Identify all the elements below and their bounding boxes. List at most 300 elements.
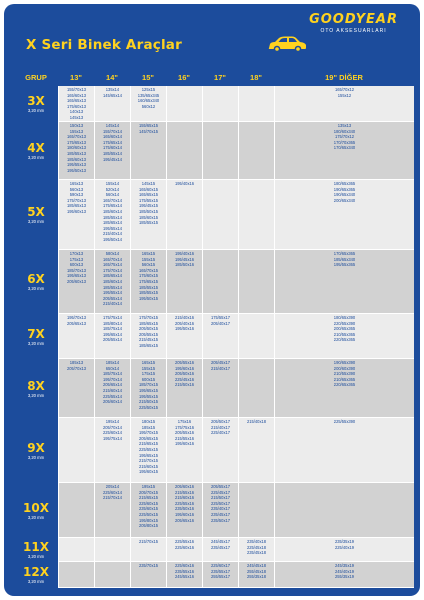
group-rim-size: 3,20 mm	[27, 454, 45, 460]
tire-size: 560x13	[69, 186, 84, 192]
tire-size: 195/65x13	[66, 273, 87, 279]
header-col-3: 16"	[178, 73, 190, 82]
tire-size: 180/60x340	[333, 128, 356, 134]
size-cell	[202, 314, 238, 359]
tire-size: 215/65x15	[138, 441, 159, 447]
tire-size: 175/70x15	[138, 315, 159, 320]
tire-size: 225/45x16	[174, 376, 195, 382]
tire-size: 205x14	[105, 484, 120, 489]
size-cell	[238, 359, 274, 418]
size-cell	[274, 250, 414, 314]
size-cell	[274, 418, 414, 483]
tire-size: 185/75x14	[102, 326, 123, 332]
size-cell	[202, 359, 238, 418]
group-cell	[14, 538, 58, 562]
tire-size: 175/55x15	[138, 197, 159, 203]
size-cell	[274, 180, 414, 250]
tire-size: 195x14	[105, 419, 120, 424]
tire-size: 165/60x14	[102, 134, 123, 140]
group-cell	[14, 250, 58, 314]
tire-size: 225/60x14	[102, 430, 123, 436]
tire-size: 195/55x15	[138, 393, 159, 399]
tire-size: 255/45x18	[246, 568, 267, 574]
size-cell	[130, 314, 166, 359]
tire-size: 560x12	[141, 103, 156, 109]
tire-size: 185/65x15	[138, 342, 159, 348]
tire-size: 225/45x18	[246, 544, 267, 550]
group-cell	[14, 418, 58, 483]
group-name: 8X	[27, 378, 45, 393]
size-cell	[202, 418, 238, 483]
tire-size: 235/60x15	[138, 506, 159, 512]
tire-size: 245/45x17	[210, 539, 231, 544]
tire-size: 205/65x13	[66, 320, 87, 326]
tire-size: 225/40x19	[334, 544, 355, 550]
size-cell	[130, 122, 166, 180]
size-cell	[166, 86, 202, 122]
tire-size: 185/80x14	[102, 320, 123, 326]
tire-size: 185/60x15	[138, 214, 159, 220]
size-cell	[274, 538, 414, 562]
size-cell	[202, 562, 238, 588]
tire-size: 185x14	[105, 360, 120, 365]
tire-size: 195/55x14	[102, 290, 123, 296]
tire-size: 195/70x15	[138, 430, 159, 436]
tire-size: 215/40x17	[210, 424, 231, 430]
size-cell	[58, 483, 94, 538]
group-cell	[14, 180, 58, 250]
tire-size: 185/65x15	[138, 320, 159, 326]
tire-size: 165/70x13	[66, 134, 87, 140]
tire-size: 200/65x340	[333, 197, 356, 203]
tire-size: 245/40x19	[334, 568, 355, 574]
size-cell	[130, 359, 166, 418]
tire-size: 135x13	[337, 123, 352, 128]
table-row	[14, 562, 414, 588]
tire-size: 165/70x14	[102, 256, 123, 262]
tire-size: 135/65x345	[137, 92, 160, 98]
size-cell	[58, 250, 94, 314]
tire-size: 600x13	[69, 262, 84, 268]
tire-size: 175/75x14	[102, 315, 123, 320]
brand-sublabel: OTO AKSESUARLARI	[320, 28, 387, 34]
size-cell	[94, 250, 130, 314]
header-col-0: 13"	[70, 73, 82, 82]
size-cell	[274, 562, 414, 588]
size-cell	[166, 180, 202, 250]
tire-size: 135x14	[105, 87, 120, 92]
size-cell	[58, 86, 94, 122]
size-cell	[94, 483, 130, 538]
tire-size: 195/75x14	[102, 435, 123, 441]
tire-size: 200/60x390	[333, 365, 356, 371]
size-cell	[166, 562, 202, 588]
group-rim-size: 3,20 mm	[27, 340, 45, 346]
tire-size: 215/45x15	[138, 337, 159, 343]
size-cell	[274, 122, 414, 180]
tire-size: 215/50x15	[138, 399, 159, 405]
size-cell	[238, 418, 274, 483]
group-name: 4X	[27, 141, 45, 155]
tire-size: 225/55x16	[174, 539, 195, 544]
size-cell	[58, 418, 94, 483]
tire-size: 195/65x14	[102, 331, 123, 337]
tire-size: 235/50x16	[174, 506, 195, 512]
tire-size: 190/65x340	[333, 192, 356, 198]
tire-size: 235/40x18	[246, 539, 267, 544]
header-group: GRUP	[25, 73, 47, 82]
header-col-2: 15"	[142, 73, 154, 82]
tire-size: 180/65x390	[333, 315, 356, 320]
size-cell	[238, 122, 274, 180]
size-cell	[202, 180, 238, 250]
table-row	[14, 483, 414, 538]
tire-size: 215/40x16	[174, 315, 195, 320]
tire-size: 165/70x14	[102, 197, 123, 203]
tire-size: 215/40x17	[210, 365, 231, 371]
tire-size: 155x14	[105, 181, 120, 186]
size-cell	[238, 314, 274, 359]
tire-size: 185/55x13	[66, 150, 87, 156]
tire-size: 215/60x15	[138, 463, 159, 469]
tire-size: 195/40x16	[174, 251, 195, 256]
tire-size: 205/40x17	[210, 320, 231, 326]
tire-size: 245/45x18	[246, 563, 267, 568]
tire-size: 175/70x12	[334, 134, 355, 140]
tire-size: 205/65x16	[174, 517, 195, 523]
tire-size: 215/55x16	[174, 489, 195, 495]
size-cell	[94, 122, 130, 180]
size-cell	[238, 562, 274, 588]
tire-size: 185/65x13	[66, 203, 87, 209]
tire-size: 180/60x13	[66, 145, 87, 151]
tire-size: 175x15	[141, 371, 156, 377]
tire-size: 175/65x15	[138, 278, 159, 284]
tire-size: 165/65x15	[138, 192, 159, 198]
table-row	[14, 250, 414, 314]
tire-size: 235/55x17	[210, 568, 231, 574]
tire-size: 185/55x15	[138, 290, 159, 296]
group-name: 12X	[23, 565, 49, 579]
tire-size: 225/60x15	[138, 500, 159, 506]
car-icon	[266, 35, 308, 54]
tire-size: 195/45x14	[102, 156, 123, 162]
table-row	[14, 314, 414, 359]
tire-size: 650x14	[105, 365, 120, 371]
tire-size: 205/55x14	[102, 295, 123, 301]
tire-size: 205/55x16	[174, 430, 195, 436]
size-cell	[274, 314, 414, 359]
group-cell	[14, 483, 58, 538]
tire-size: 195/45x16	[174, 256, 195, 262]
table-header	[14, 72, 414, 84]
tire-size: 205/60x13	[66, 278, 87, 284]
tire-size: 195/60x15	[138, 469, 159, 475]
size-cell	[94, 418, 130, 483]
tire-size: 160/65x340	[137, 98, 160, 104]
size-cell	[238, 250, 274, 314]
size-cell	[58, 314, 94, 359]
group-rim-size: 3,20 mm	[27, 286, 45, 291]
tire-size: 155x15	[141, 256, 156, 262]
tire-size: 205/55x16	[174, 360, 195, 365]
group-name: 10X	[23, 500, 49, 515]
tire-size: 175/60x15	[138, 273, 159, 279]
size-cell	[130, 250, 166, 314]
tire-size: 205/50x15	[138, 326, 159, 332]
tire-size: 175/70x13	[66, 197, 87, 203]
table-row	[14, 359, 414, 418]
tire-size: 145/70x15	[138, 128, 159, 134]
tire-size: 205/60x16	[174, 484, 195, 489]
tire-size: 195/65x15	[138, 452, 159, 458]
tire-size: 185/70x15	[138, 382, 159, 388]
tire-size: 205/50x17	[210, 419, 231, 424]
tire-size: 205/65x15	[138, 435, 159, 441]
tire-size: 185/75x14	[102, 371, 123, 377]
tire-size: 225/55x14	[102, 393, 123, 399]
tire-size: 175/70x14	[102, 267, 123, 273]
tire-size: 145x14	[105, 123, 120, 128]
tire-size: 185/55x15	[138, 284, 159, 290]
tire-size: 195/55x365	[333, 262, 356, 268]
tire-size: 175x13	[69, 256, 84, 262]
tire-size: 215/40x14	[102, 231, 123, 237]
size-cell	[58, 122, 94, 180]
tire-size: 225/40x17	[210, 430, 231, 436]
tire-size: 195/50x16	[174, 326, 195, 332]
table-row	[14, 538, 414, 562]
tire-size: 215/40x14	[102, 301, 123, 307]
size-cell	[202, 250, 238, 314]
tire-size: 185/60x14	[102, 208, 123, 214]
group-name: 9X	[27, 440, 45, 455]
group-cell	[14, 122, 58, 180]
tire-size: 235/40x17	[210, 506, 231, 512]
size-cell	[166, 418, 202, 483]
tire-size: 225/60x14	[102, 489, 123, 495]
tire-size: 220/55x365	[333, 337, 356, 343]
tire-size: 195/60x13	[66, 208, 87, 214]
tire-size: 155x12	[337, 92, 352, 98]
tire-size: 205/70x14	[102, 424, 123, 430]
size-cell	[166, 314, 202, 359]
tire-size: 165x15	[141, 251, 156, 256]
header-col-1: 14"	[106, 73, 118, 82]
tire-size: 185x13	[69, 360, 84, 365]
tire-size: 205/55x14	[102, 337, 123, 343]
tire-size: 580x14	[105, 251, 120, 256]
brand-logo-text: GOODYEAR	[309, 12, 398, 27]
tire-size: 195/60x16	[174, 511, 195, 517]
group-rim-size: 3,20 mm	[27, 392, 45, 398]
tire-size: 205/70x15	[138, 489, 159, 495]
tire-size: 185/60x14	[102, 278, 123, 284]
tire-size: 225/60x16	[174, 544, 195, 550]
tire-size: 175/60x13	[66, 103, 87, 109]
tire-size: 205/60x14	[102, 399, 123, 405]
tire-size: 175/65x13	[66, 139, 87, 145]
size-cell	[166, 483, 202, 538]
group-rim-size: 3,20 mm	[27, 554, 45, 559]
tire-size: 225/60x16	[174, 563, 195, 568]
tire-size: 210/55x390	[333, 371, 356, 377]
tire-size: 205/70x13	[66, 365, 87, 371]
tire-size: 155x13	[69, 128, 84, 134]
tire-size: 195x15	[141, 484, 156, 489]
tire-size: 165x13	[69, 181, 84, 186]
tire-size: 185x15	[141, 424, 156, 430]
size-cell	[166, 359, 202, 418]
tire-size: 185/70x13	[66, 267, 87, 273]
group-cell	[14, 359, 58, 418]
tire-size: 185/55x14	[102, 150, 123, 156]
tire-size: 210/55x365	[333, 331, 356, 337]
tire-size: 600x15	[141, 376, 156, 382]
group-cell	[14, 314, 58, 359]
size-cell	[58, 180, 94, 250]
tire-size: 175x16	[177, 419, 192, 424]
group-name: 5X	[27, 205, 45, 219]
size-cell	[58, 562, 94, 588]
tire-size: 180x15	[141, 419, 156, 424]
tire-size: 205/55x17	[210, 484, 231, 489]
table-row	[14, 122, 414, 180]
tire-size: 235/35x19	[334, 539, 355, 544]
tire-size: 165x15	[141, 360, 156, 365]
tire-size: 195/80x15	[138, 517, 159, 523]
tire-size: 145x13	[69, 114, 84, 120]
size-cell	[274, 483, 414, 538]
tire-size: 145x15	[141, 181, 156, 186]
tire-size: 175/60x14	[102, 145, 123, 151]
group-cell	[14, 562, 58, 588]
group-rim-size: 3,20 mm	[27, 108, 45, 113]
size-cell	[130, 180, 166, 250]
size-cell	[166, 250, 202, 314]
tire-size: 185/55x14	[102, 214, 123, 220]
table-row	[14, 418, 414, 483]
size-cell	[130, 418, 166, 483]
tire-size: 215/70x15	[138, 458, 159, 464]
group-name: 11X	[23, 540, 49, 554]
size-chart-panel	[4, 4, 420, 596]
size-cell	[202, 86, 238, 122]
tire-size: 195/55x14	[102, 225, 123, 231]
tire-size: 185/65x340	[333, 256, 356, 262]
tire-size: 520x14	[105, 186, 120, 192]
tire-size: 235/45x17	[210, 544, 231, 550]
tire-size: 235/50x17	[210, 517, 231, 523]
size-cell	[94, 562, 130, 588]
tire-size: 225/55x16	[174, 500, 195, 506]
tire-size: 215/55x16	[174, 435, 195, 441]
size-cell	[130, 483, 166, 538]
tire-size: 215/40x18	[246, 419, 267, 424]
tire-size: 195/50x14	[102, 236, 123, 242]
header-col-5: 18"	[250, 73, 262, 82]
tire-size: 225/50x15	[138, 511, 159, 517]
size-cell	[130, 562, 166, 588]
tire-size: 170/65x340	[333, 145, 356, 151]
group-rim-size: 3,20 mm	[27, 514, 45, 520]
tire-size: 235/45x17	[210, 511, 231, 517]
size-cell	[94, 314, 130, 359]
size-cell	[202, 538, 238, 562]
tire-size: 175/65x14	[102, 203, 123, 209]
tire-size: 205/65x14	[102, 382, 123, 388]
tire-size: 175/55x17	[210, 315, 231, 320]
tire-size: 590x13	[69, 192, 84, 198]
tire-size: 195/55x13	[66, 162, 87, 168]
brand-logo	[309, 12, 398, 34]
tire-size: 125x15	[141, 87, 156, 92]
tire-size: 205/40x16	[174, 320, 195, 326]
group-rim-size: 3,20 mm	[27, 579, 45, 584]
header-col-6: 19" DİĞER	[325, 73, 363, 82]
tire-size: 235/45x18	[246, 550, 267, 556]
tire-size: 185/65x14	[102, 220, 123, 226]
tire-size: 165/70x15	[138, 267, 159, 273]
tire-size: 165/60x15	[138, 186, 159, 192]
tire-size: 165/60x13	[66, 92, 87, 98]
size-cell	[94, 359, 130, 418]
tire-size: 255/35x19	[334, 574, 355, 580]
tire-size: 155/70x13	[66, 87, 87, 92]
tire-size: 235/70x15	[138, 563, 159, 568]
tire-size: 205/55x15	[138, 331, 159, 337]
size-cell	[274, 86, 414, 122]
tire-size: 165/75x14	[102, 262, 123, 268]
tire-size: 145/65x14	[102, 92, 123, 98]
tire-size: 215/65x15	[138, 495, 159, 501]
size-cell	[274, 359, 414, 418]
tire-size: 185/50x15	[138, 208, 159, 214]
tire-size: 175/75x16	[174, 424, 195, 430]
tire-size: 190/65x390	[333, 360, 356, 365]
tire-size: 155x15	[141, 365, 156, 371]
size-cell	[238, 483, 274, 538]
tire-size: 245/35x19	[334, 563, 355, 568]
size-cell	[94, 86, 130, 122]
tire-size: 200/65x365	[333, 326, 356, 332]
tire-size: 255/35x18	[246, 574, 267, 580]
tire-size: 225/45x17	[210, 489, 231, 495]
tire-size: 165/65x13	[66, 98, 87, 104]
tire-size: 155/70x14	[102, 128, 123, 134]
tire-size: 215/50x16	[174, 382, 195, 388]
tire-size: 560x15	[141, 262, 156, 268]
tire-size: 170x13	[69, 251, 84, 256]
tire-size: 235/55x16	[174, 568, 195, 574]
size-cell	[58, 359, 94, 418]
group-rim-size: 3,20 mm	[27, 155, 45, 160]
tire-size: 225/50x17	[210, 500, 231, 506]
tire-size: 205/80x15	[138, 523, 159, 529]
tire-size: 195/50x13	[66, 167, 87, 173]
page-title: X Seri Binek Araçlar	[26, 37, 182, 53]
tire-size: 215/70x14	[102, 495, 123, 501]
tire-size: 220/55x390	[333, 320, 356, 326]
table-row	[14, 86, 414, 122]
tire-size: 185/50x16	[174, 262, 195, 268]
tire-size: 195/60x16	[174, 441, 195, 447]
tire-size: 220/65x365	[333, 382, 356, 388]
group-name: 3X	[27, 94, 45, 108]
size-cell	[94, 538, 130, 562]
size-cell	[166, 538, 202, 562]
tire-size: 195/50x15	[138, 295, 159, 301]
